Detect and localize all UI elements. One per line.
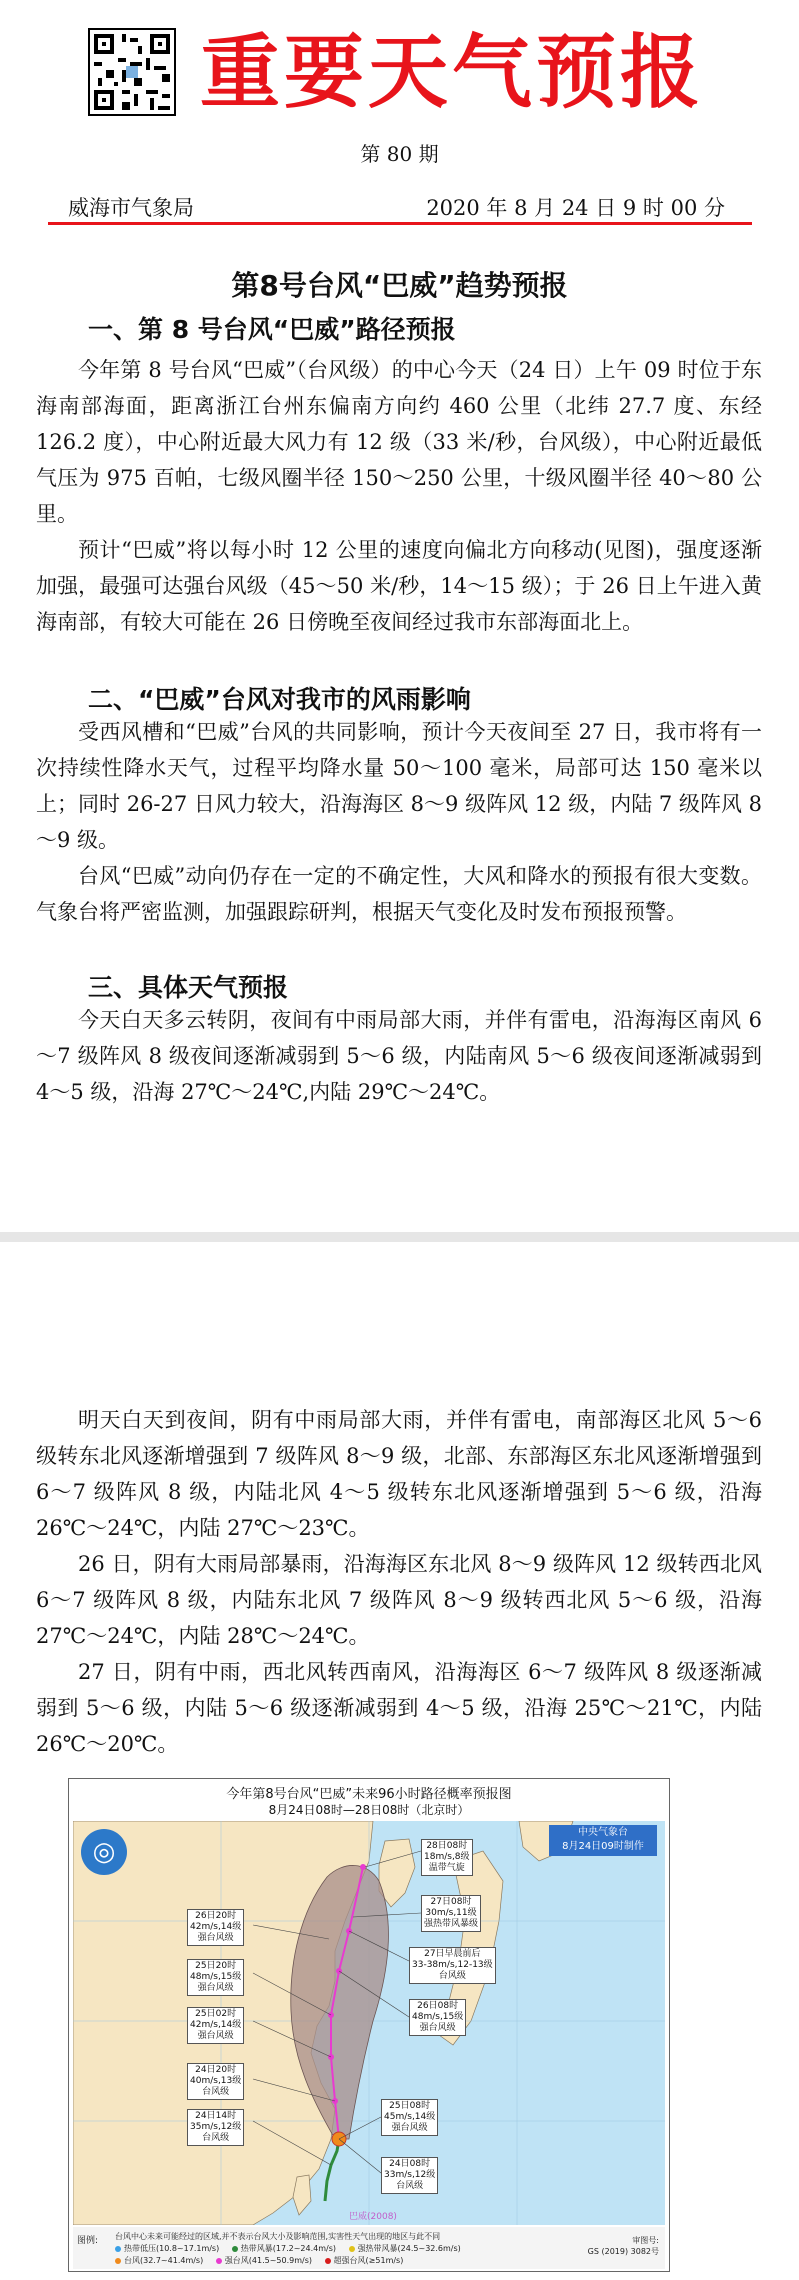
paragraph: 台风“巴威”动向仍存在一定的不确定性，大风和降水的预报有很大变数。气象台将严密监测，加强跟踪研判，根据天气变化及时发布预报预警。 [36,864,762,924]
map-graphic [73,1821,665,2225]
track-label: 26日08时 48m/s,15级 强台风级 [409,1999,466,2036]
storm-name-label: 巴威(2008) [349,2212,397,2222]
typhoon-track-map [68,1778,670,2272]
document-title: 第8号台风“巴威”趋势预报 [231,269,568,302]
map-title: 今年第8号台风“巴威”未来96小时路径概率预报图 [226,1787,512,1802]
legend-row: 热带低压(10.8~17.1m/s) 热带风暴(17.2~24.4m/s) 强热带风暴(24.5~32.6m/s) [115,2243,471,2254]
track-label: 27日早晨前后 33-38m/s,12-13级 台风级 [409,1947,496,1984]
paragraph: 今天白天多云转阴，夜间有中雨局部大雨，并伴有雷电，沿海海区南风 6～7 级阵风 8 级夜间逐渐减弱到 5～6 级，内陆南风 5～6 级夜间逐渐减弱到 4～5 级，沿海 27℃～24℃,内陆 29℃～24℃。 [36,1008,762,1104]
legend-row: 台风(32.7~41.4m/s) 强台风(41.5~50.9m/s) 超强台风(≥51m/s) [115,2255,413,2266]
severe-tropical-storm-dot-icon [349,2246,355,2252]
paragraph: 今年第 8 号台风“巴威”（台风级）的中心今天（24 日）上午 09 时位于东海南部海面，距离浙江台州东偏南方向约 460 公里（北纬 27.7 度、东经 126.2 度），中心附近最大风力有 12 级（33 米/秒，台风级），中心附近最低气压为 975 百帕，七级风圈半径 150～250 公里，十级风圈半径 40～80 公里。 [36,358,762,526]
cma-logo-icon: ◎ [81,1829,127,1875]
qr-code-icon [88,28,176,116]
track-label: 26日20时 42m/s,14级 强台风级 [187,1909,244,1946]
track-label: 25日08时 45m/s,14级 强台风级 [381,2099,438,2136]
track-label: 24日14时 35m/s,12级 台风级 [187,2109,244,2146]
map-approval-number: 审图号: GS (2019) 3082号 [587,2236,659,2256]
paragraph: 27 日，阴有中雨，西北风转西南风，沿海海区 6～7 级阵风 8 级逐渐减弱到 5～6 级，内陆 5～6 级逐渐减弱到 4～5 级，沿海 25℃～21℃，内陆 26℃～20℃。 [36,1660,762,1756]
paragraph: 26 日，阴有大雨局部暴雨，沿海海区东北风 8～9 级阵风 12 级转西北风 6～7 级阵风 8 级，内陆东北风 7 级阵风 8～9 级转西北风 5～6 级，沿海 27℃～24℃，内陆 28℃～24℃。 [36,1552,762,1648]
legend-title: 图例: [77,2236,99,2246]
super-typhoon-dot-icon [325,2258,331,2264]
paragraph: 明天白天到夜间，阴有中雨局部大雨，并伴有雷电，南部海区北风 5～6 级转东北风逐渐增强到 7 级阵风 8～9 级，北部、东部海区东北风逐渐增强到 6～7 级阵风 8 级，内陆北风 4～5 级转东北风逐渐增强到 5～6 级，沿海 26℃～24℃，内陆 27℃～23℃。 [36,1408,762,1540]
tropical-storm-dot-icon [232,2246,238,2252]
issue-datetime: 2020 年 8 月 24 日 9 时 00 分 [426,196,725,220]
track-label: 25日02时 42m/s,14级 强台风级 [187,2007,244,2044]
section-heading: 一、第 8 号台风“巴威”路径预报 [88,315,456,344]
legend-description: 台风中心未来可能经过的区域,并不表示台风大小及影响范围,实害性天气出现的地区与此不同 [115,2232,441,2241]
track-label: 24日20时 40m/s,13级 台风级 [187,2063,244,2100]
typhoon-dot-icon [115,2258,121,2264]
track-label: 27日08时 30m/s,11级 强热带风暴级 [421,1895,481,1932]
tropical-depression-dot-icon [115,2246,121,2252]
agency-name: 中央气象台 [578,1827,628,1838]
agency-time: 8月24日09时制作 [562,1841,644,1852]
issue-number: 第 80 期 [360,142,439,166]
track-label: 24日08时 33m/s,12级 台风级 [381,2157,438,2194]
section-heading: 二、“巴威”台风对我市的风雨影响 [88,685,471,714]
agency-badge [549,1825,657,1856]
map-subtitle: 8月24日08时—28日08时（北京时） [268,1803,470,1817]
page-separator [0,1232,799,1242]
map-legend [73,2227,665,2269]
track-label: 25日20时 48m/s,15级 强台风级 [187,1959,244,1996]
severe-typhoon-dot-icon [216,2258,222,2264]
paragraph: 预计“巴威”将以每小时 12 公里的速度向偏北方向移动(见图)，强度逐渐加强，最强可达强台风级（45～50 米/秒，14～15 级）；于 26 日上午进入黄海南部，有较大可能在 26 日傍晚至夜间经过我市东部海面北上。 [36,538,762,634]
issuing-organization: 威海市气象局 [68,196,194,220]
masthead-title: 重要天气预报 [200,25,704,119]
track-label: 28日08时 18m/s,8级 温带气旋 [421,1839,473,1876]
map-canvas [73,1821,665,2225]
header-divider [48,222,752,225]
paragraph: 受西风槽和“巴威”台风的共同影响，预计今天夜间至 27 日，我市将有一次持续性降水天气，过程平均降水量 50～100 毫米，局部可达 150 毫米以上；同时 26-27 日风力较大，沿海海区 8～9 级阵风 12 级，内陆 7 级阵风 8～9 级。 [36,720,762,852]
section-heading: 三、具体天气预报 [88,973,289,1002]
